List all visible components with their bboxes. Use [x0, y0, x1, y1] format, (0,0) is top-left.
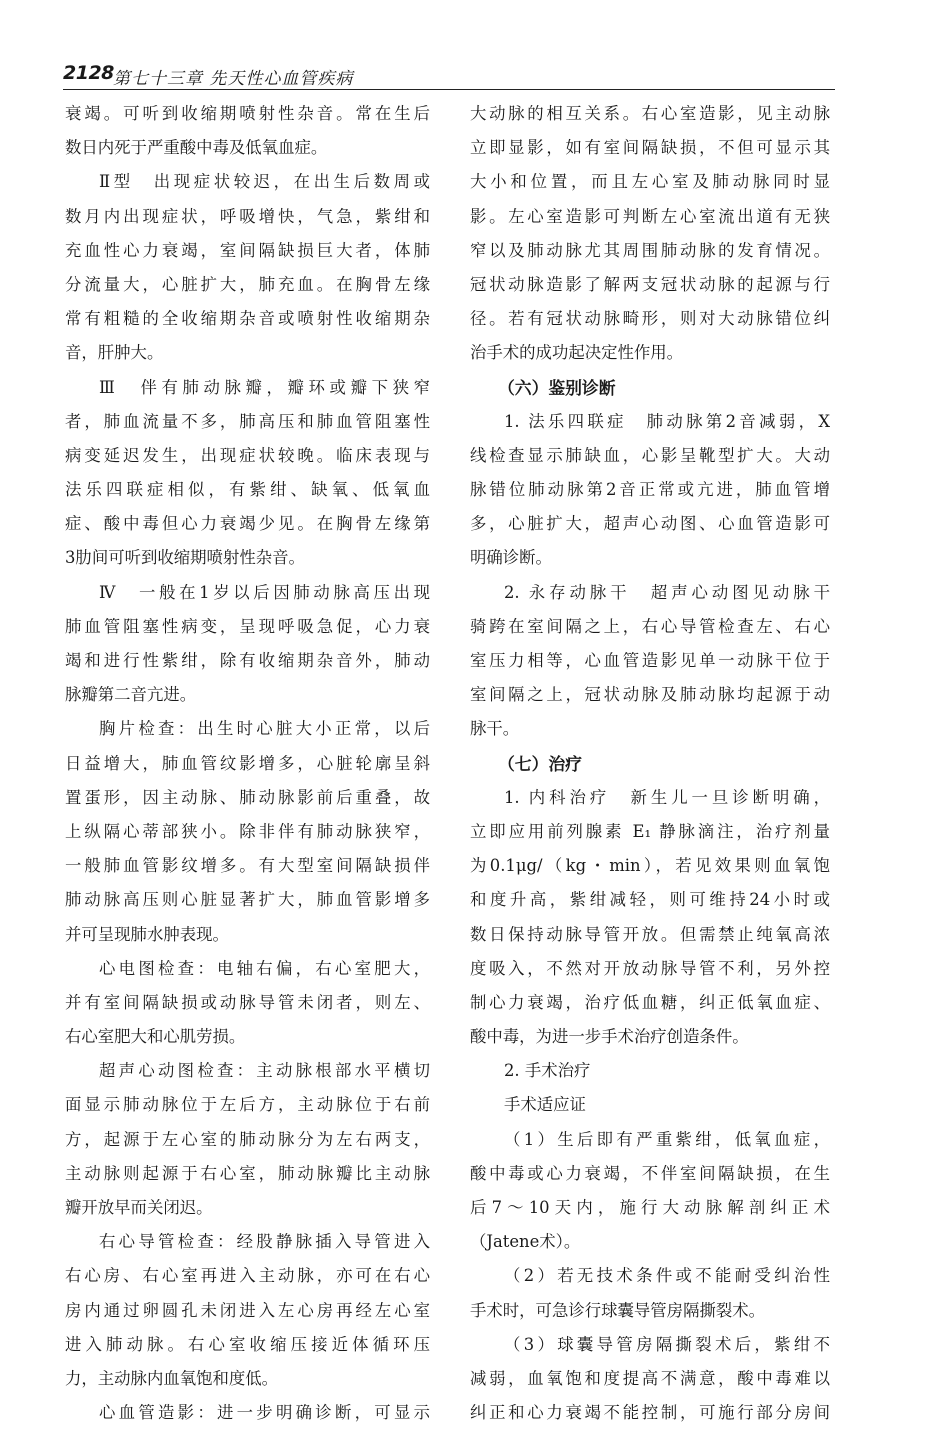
text-line: 立即应用前列腺素 E₁ 静脉滴注，治疗剂量	[470, 821, 830, 841]
left-column	[65, 97, 430, 1430]
text-line: 进入肺动脉。右心室收缩压接近体循环压	[65, 1334, 430, 1354]
text-line: 衰竭。可听到收缩期喷射性杂音。常在生后	[65, 104, 430, 123]
text-line: 治手术的成功起决定性作用。	[470, 343, 684, 363]
text-line: 病变延迟发生，出现症状较晚。临床表现与	[65, 445, 430, 465]
text-line: 一般肺血管影纹增多。有大型室间隔缺损伴	[65, 856, 430, 876]
text-line: 影。左心室造影可判断左心室流出道有无狭	[470, 206, 830, 226]
text-line: 超声心动图检查：主动脉根部水平横切	[99, 1061, 430, 1081]
text-line: 房内通过卵圆孔未闭进入左心房再经左心室	[65, 1300, 430, 1320]
text-line: （2）若无技术条件或不能耐受纠治性	[504, 1266, 830, 1286]
text-line: 线检查显示肺缺血，心影呈靴型扩大。大动	[470, 445, 830, 465]
text-line: Ⅲ 伴有肺动脉瓣，瓣环或瓣下狭窄	[99, 377, 430, 397]
text-line: 瓣开放早而关闭迟。	[65, 1198, 213, 1217]
text-line: 数日内死于严重酸中毒及低氧血症。	[65, 138, 328, 158]
text-line: 音，肝肿大。	[65, 343, 164, 363]
text-line: 手术时，可急诊行球囊导管房隔撕裂术。	[470, 1300, 766, 1320]
text-line: 症、酸中毒但心力衰竭少见。在胸骨左缘第	[65, 514, 430, 534]
text-line: 置蛋形，因主动脉、肺动脉影前后重叠，故	[65, 787, 430, 807]
text-line: 脉瓣第二音亢进。	[65, 685, 197, 705]
text-line: 胸片检查：出生时心脏大小正常，以后	[99, 719, 430, 739]
text-line: 2. 永存动脉干 超声心动图见动脉干	[504, 582, 830, 602]
text-line: 右心导管检查：经股静脉插入导管进入	[99, 1232, 430, 1252]
text-line: 心血管造影：进一步明确诊断，可显示	[99, 1403, 430, 1423]
text-line: 并有室间隔缺损或动脉导管未闭者，则左、	[65, 992, 430, 1012]
chapter-title: 第七十三章 先天性心血管疾病	[113, 69, 354, 89]
text-line: 酸中毒，为进一步手术治疗创造条件。	[470, 1027, 749, 1047]
text-line: 常有粗糙的全收缩期杂音或喷射性收缩期杂	[65, 309, 430, 329]
text-line: 右心室肥大和心肌劳损。	[65, 1027, 246, 1047]
text-line: 明确诊断。	[470, 548, 552, 568]
text-line: 1. 法乐四联症 肺动脉第2音减弱，X	[504, 411, 830, 431]
text-line: 数日保持动脉导管开放。但需禁止纯氧高浓	[470, 924, 830, 944]
text-line: 上纵隔心蒂部狭小。除非伴有肺动脉狭窄，	[65, 821, 430, 841]
text-line: 主动脉则起源于右心室，肺动脉瓣比主动脉	[65, 1163, 430, 1183]
section-heading: （七）治疗	[498, 753, 582, 774]
text-line: 法乐四联症相似，有紫绀、缺氧、低氧血	[65, 480, 430, 500]
text-line: 大小和位置，而且左心室及肺动脉同时显	[470, 172, 830, 192]
text-line: Ⅱ型 出现症状较迟，在出生后数周或	[99, 172, 430, 192]
text-line: 减弱，血氧饱和度提高不满意，酸中毒难以	[470, 1368, 830, 1388]
text-line: （3）球囊导管房隔撕裂术后，紫绀不	[504, 1334, 830, 1354]
text-line: 脉干。	[470, 719, 520, 739]
text-line: 纠正和心力衰竭不能控制，可施行部分房间	[470, 1403, 830, 1423]
text-line: 手术适应证	[504, 1095, 586, 1115]
text-line: Ⅳ 一般在1岁以后因肺动脉高压出现	[99, 582, 430, 602]
text-line: 多，心脏扩大，超声心动图、心血管造影可	[470, 514, 830, 534]
text-line: 右心房、右心室再进入主动脉，亦可在右心	[65, 1266, 430, 1286]
text-line: 制心力衰竭，治疗低血糖，纠正低氧血症、	[470, 992, 830, 1012]
text-line: 酸中毒或心力衰竭，不伴室间隔缺损，在生	[470, 1163, 830, 1183]
text-line: 面显示肺动脉位于左后方，主动脉位于右前	[65, 1095, 430, 1115]
text-line: 并可呈现肺水肿表现。	[65, 924, 229, 944]
text-line: 窄以及肺动脉尤其周围肺动脉的发育情况。	[470, 240, 830, 260]
text-line: 肺血管阻塞性病变，呈现呼吸急促，心力衰	[65, 616, 430, 636]
text-line: 1. 内科治疗 新生儿一旦诊断明确，	[504, 787, 830, 807]
text-line: 方，起源于左心室的肺动脉分为左右两支，	[65, 1129, 430, 1149]
text-line: 分流量大，心脏扩大，肺充血。在胸骨左缘	[65, 274, 430, 294]
running-header	[63, 60, 835, 90]
text-line: 充血性心力衰竭，室间隔缺损巨大者，体肺	[65, 240, 430, 260]
text-line: 3肋间可听到收缩期喷射性杂音。	[65, 548, 305, 568]
text-line: 心电图检查：电轴右偏，右心室肥大，	[99, 958, 430, 978]
text-line: 脉错位肺动脉第2音正常或亢进，肺血管增	[470, 480, 830, 500]
text-line: 2. 手术治疗	[504, 1061, 591, 1081]
text-line: 大动脉的相互关系。右心室造影，见主动脉	[470, 104, 830, 123]
page-number: 2128	[63, 62, 114, 84]
text-line: 度吸入，不然对开放动脉导管不利，另外控	[470, 958, 830, 978]
text-line: 室间隔之上，冠状动脉及肺动脉均起源于动	[470, 685, 830, 705]
header-rule	[63, 89, 835, 90]
text-line: 后7～10天内，施行大动脉解剖纠正术	[470, 1198, 830, 1217]
text-line: 为0.1μg/（kg・min），若见效果则血氧饱	[470, 856, 830, 876]
text-line: 者，肺血流量不多，肺高压和肺血管阻塞性	[65, 411, 430, 431]
text-line: 和度升高，紫绀减轻，则可维持24小时或	[470, 890, 830, 910]
text-line: 径。若有冠状动脉畸形，则对大动脉错位纠	[470, 309, 830, 329]
text-line: 竭和进行性紫绀，除有收缩期杂音外，肺动	[65, 651, 430, 670]
text-line: 立即显影，如有室间隔缺损，不但可显示其	[470, 138, 830, 158]
text-line: 日益增大，肺血管纹影增多，心脏轮廓呈斜	[65, 753, 430, 773]
text-line: 室压力相等，心血管造影见单一动脉干位于	[470, 651, 830, 670]
text-line: 骑跨在室间隔之上，右心导管检查左、右心	[470, 616, 830, 636]
right-column	[470, 97, 830, 1430]
text-line: 力，主动脉内血氧饱和度低。	[65, 1368, 279, 1388]
text-line: 冠状动脉造影了解两支冠状动脉的起源与行	[470, 274, 830, 294]
section-heading: （六）鉴别诊断	[498, 377, 616, 398]
text-line: （1）生后即有严重紫绀，低氧血症，	[504, 1129, 830, 1149]
text-line: （Jatene术）。	[470, 1232, 581, 1252]
text-line: 数月内出现症状，呼吸增快，气急，紫绀和	[65, 206, 430, 226]
text-line: 肺动脉高压则心脏显著扩大，肺血管影增多	[65, 890, 430, 910]
